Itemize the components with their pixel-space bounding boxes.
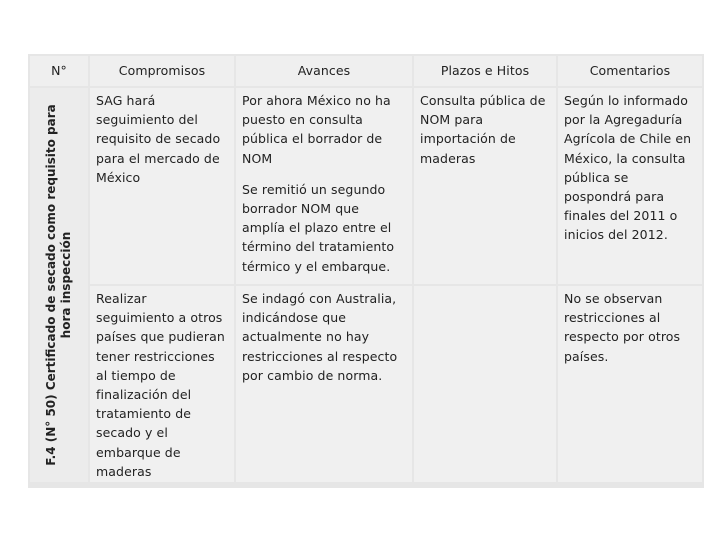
row1-avances	[236, 88, 412, 284]
row1-avance-2: Se remitió un segundo borrador NOM que amplía el plazo entre el término del tratamiento térmico y el embarque.	[242, 181, 395, 274]
row2-avance-1: Se indagó con Australia, indicándose que actualmente no hay restricciones al respecto por cambio de norma.	[242, 291, 398, 383]
row2-avances	[236, 286, 412, 482]
row2-compromiso: Realizar seguimiento a otros países que pudieran tener restricciones al tiempo de finalización del tratamiento de secado y el embarque de maderas	[90, 286, 234, 482]
header-avances: Avances	[236, 56, 412, 86]
row1-compromiso: SAG hará seguimiento del requisito de secado para el mercado de México	[90, 88, 234, 284]
row1-avance-1: Por ahora México no ha puesto en consulta pública el borrador de NOM	[242, 93, 391, 166]
header-comentarios: Comentarios	[558, 56, 702, 86]
row1-comentarios: Según lo informado por la Agregaduría Agrícola de Chile en México, la consulta pública se pospondrá para finales del 2011 o inicios del 2012.	[558, 88, 702, 284]
requirement-label-cell	[30, 88, 88, 482]
row2-plazos	[414, 286, 556, 482]
requirement-label: F.4 (N° 50) Certificado de secado como requisito para hora inspección	[44, 104, 73, 466]
row1-plazos: Consulta pública de NOM para importación de maderas	[414, 88, 556, 284]
header-compromisos: Compromisos	[90, 56, 234, 86]
header-num: N°	[30, 56, 88, 86]
row2-comentarios: No se observan restricciones al respecto por otros países.	[558, 286, 702, 482]
header-plazos: Plazos e Hitos	[414, 56, 556, 86]
